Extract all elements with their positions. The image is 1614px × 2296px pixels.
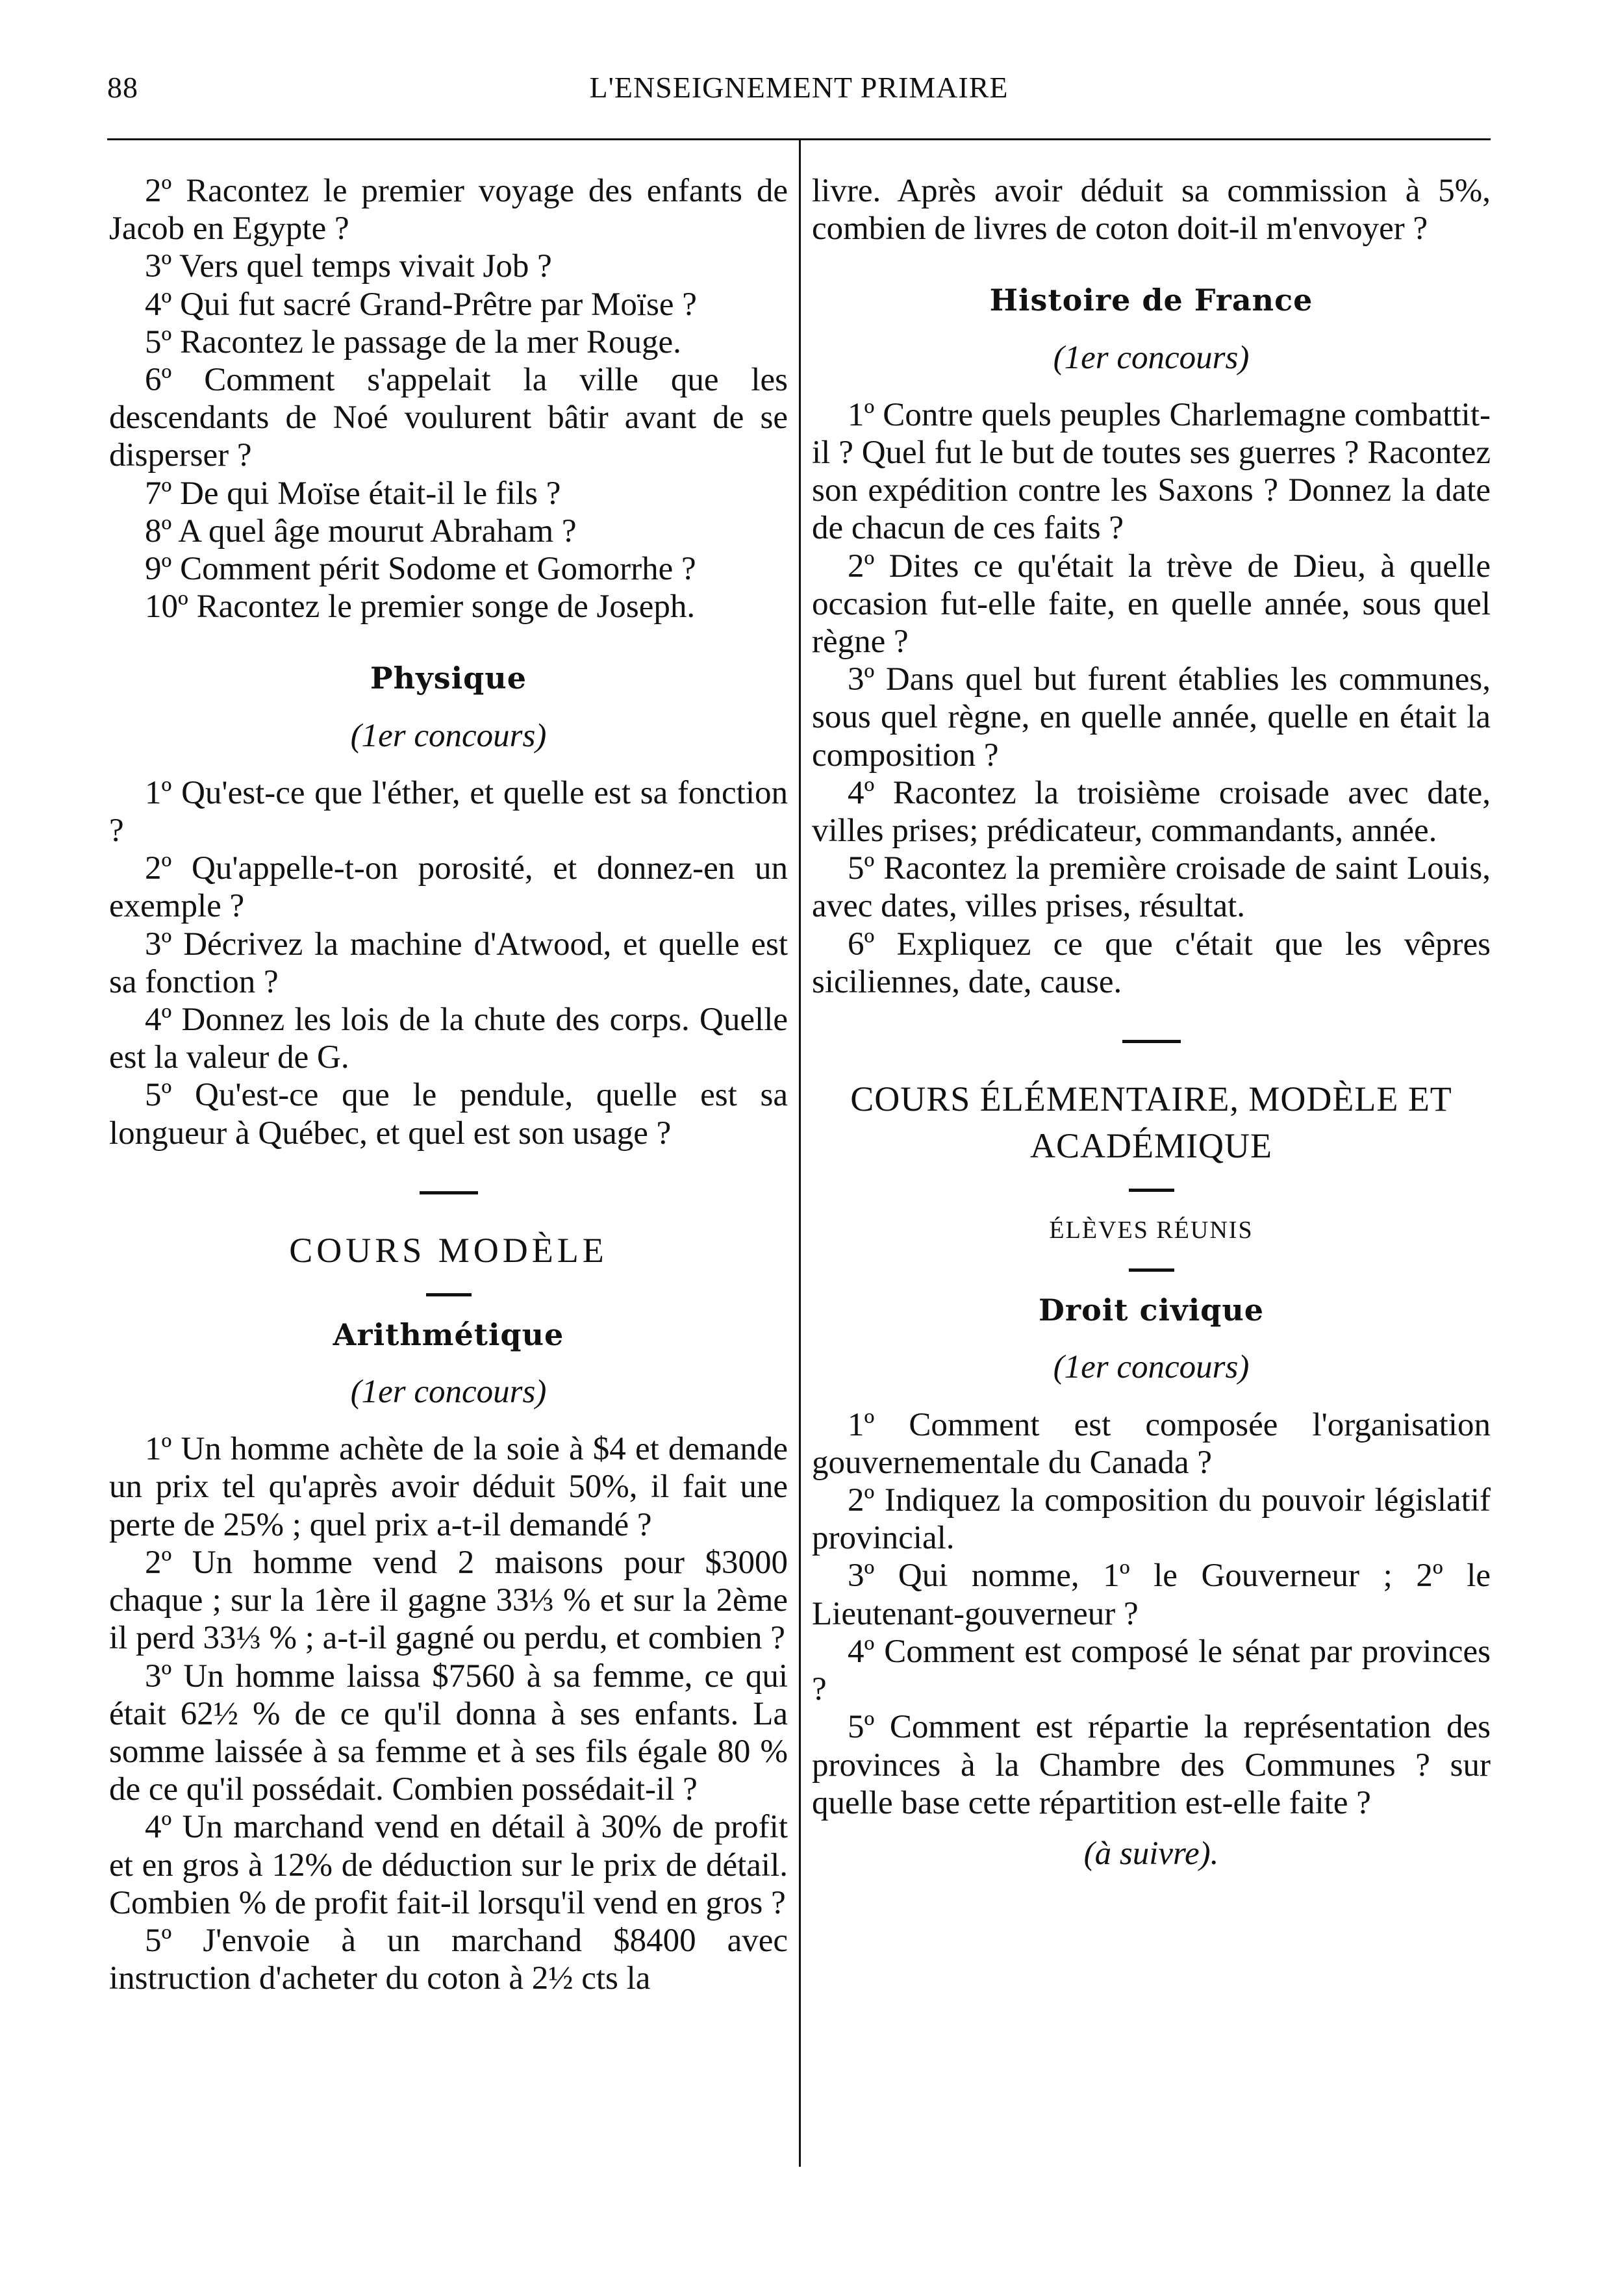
journal-title: L'ENSEIGNEMENT PRIMAIRE <box>589 71 1009 104</box>
question: 6º Expliquez ce que c'était que les vêpres siciliennes, date, cause. <box>812 926 1491 1000</box>
section-separator <box>1122 1040 1181 1043</box>
course-heading-line: ACADÉMIQUE <box>1030 1126 1272 1166</box>
section-separator <box>426 1293 472 1296</box>
subject-heading-droit: Droit civique <box>1038 1293 1265 1328</box>
session-label: (1er concours) <box>350 1374 547 1411</box>
running-head <box>107 70 1491 116</box>
group-note: ÉLÈVES RÉUNIS <box>1049 1217 1254 1244</box>
question: 5º Qu'est-ce que le pendule, quelle est sa longueur à Québec, et quel est son usage ? <box>109 1077 788 1152</box>
column-divider <box>799 140 801 2167</box>
question: 2º Dites ce qu'était la trève de Dieu, à quelle occasion fut-elle faite, en quelle année, sous quel règne ? <box>812 548 1491 661</box>
question: 3º Dans quel but furent établies les communes, sous quel règne, en quelle année, quelle en était la composition ? <box>812 661 1491 774</box>
question: 7º De qui Moïse était-il le fils ? <box>145 475 561 512</box>
question: 2º Indiquez la composition du pouvoir législatif provincial. <box>812 1482 1491 1557</box>
question: 1º Qu'est-ce que l'éther, et quelle est sa fonction ? <box>109 774 788 850</box>
course-heading-modele: COURS MODÈLE <box>289 1230 608 1270</box>
question: 3º Un homme laissa $7560 à sa femme, ce qui était 62½ % de ce qu'il donna à ses enfants. La somme laissée à sa femme et à ses fils égale 80 % de ce qu'il possédait. Combien possédait-il ? <box>109 1658 788 1808</box>
session-label: (1er concours) <box>350 717 547 754</box>
question: 2º Racontez le premier voyage des enfants de Jacob en Egypte ? <box>109 173 788 247</box>
question: 2º Qu'appelle-t-on porosité, et donnez-en un exemple ? <box>109 850 788 925</box>
course-heading-line: COURS ÉLÉMENTAIRE, MODÈLE ET <box>850 1079 1452 1119</box>
course-heading-elementaire <box>812 1076 1491 1169</box>
question: 4º Comment est composé le sénat par provinces ? <box>812 1633 1491 1708</box>
continued-note: (à suivre). <box>1083 1835 1219 1872</box>
question: 1º Contre quels peuples Charlemagne combattit-il ? Quel fut le but de toutes ses guerres ? Racontez son expédition contre les Saxons ? Donnez la date de chacun de ces faits ? <box>812 396 1491 547</box>
right-column <box>812 172 1491 1873</box>
question: 3º Qui nomme, 1º le Gouverneur ; 2º le Lieutenant-gouverneur ? <box>812 1558 1491 1632</box>
section-separator <box>420 1191 478 1194</box>
subject-heading-physique: Physique <box>370 661 527 696</box>
section-separator <box>1129 1189 1174 1192</box>
question: 5º Racontez la première croisade de saint Louis, avec dates, villes prises, résultat. <box>812 850 1491 925</box>
question: 9º Comment périt Sodome et Gomorrhe ? <box>145 551 696 588</box>
question: 4º Donnez les lois de la chute des corps. Quelle est la valeur de G. <box>109 1002 788 1076</box>
page-number: 88 <box>107 71 138 104</box>
section-separator <box>1129 1268 1174 1272</box>
question: 5º Racontez le passage de la mer Rouge. <box>145 323 681 360</box>
question: 8º A quel âge mourut Abraham ? <box>145 512 577 549</box>
question: 6º Comment s'appelait la ville que les descendants de Noé voulurent bâtir avant de se disperser ? <box>109 362 788 474</box>
question: 3º Décrivez la machine d'Atwood, et quelle est sa fonction ? <box>109 926 788 1000</box>
session-label: (1er concours) <box>1053 1349 1250 1386</box>
question: 5º Comment est répartie la représentation des provinces à la Chambre des Communes ? sur quelle base cette répartition est-elle faite ? <box>812 1709 1491 1821</box>
question: 4º Qui fut sacré Grand-Prêtre par Moïse ? <box>145 286 697 323</box>
question-continuation: livre. Après avoir déduit sa commission à 5%, combien de livres de coton doit-il m'envoyer ? <box>812 173 1491 247</box>
question: 4º Racontez la troisième croisade avec date, villes prises; prédicateur, commandants, année. <box>812 774 1491 850</box>
question: 2º Un homme vend 2 maisons pour $3000 chaque ; sur la 1ère il gagne 33⅓ % et sur la 2ème il perd 33⅓ % ; a-t-il gagné ou perdu, et combien ? <box>109 1544 788 1657</box>
session-label: (1er concours) <box>1053 339 1250 376</box>
left-column <box>109 172 788 1997</box>
question: 4º Un marchand vend en détail à 30% de profit et en gros à 12% de déduction sur le prix de détail. Combien % de profit fait-il lorsqu'il vend en gros ? <box>109 1809 788 1921</box>
question: 5º J'envoie à un marchand $8400 avec instruction d'acheter du coton à 2½ cts la <box>109 1922 788 1997</box>
question: 1º Comment est composée l'organisation gouvernementale du Canada ? <box>812 1406 1491 1481</box>
question: 10º Racontez le premier songe de Joseph. <box>145 588 696 625</box>
subject-heading-histoire: Histoire de France <box>989 283 1313 318</box>
question: 1º Un homme achète de la soie à $4 et demande un prix tel qu'après avoir déduit 50%, il fait une perte de 25% ; quel prix a-t-il demandé ? <box>109 1431 788 1543</box>
question: 3º Vers quel temps vivait Job ? <box>145 248 552 285</box>
subject-heading-arithmetique: Arithmétique <box>333 1317 564 1352</box>
